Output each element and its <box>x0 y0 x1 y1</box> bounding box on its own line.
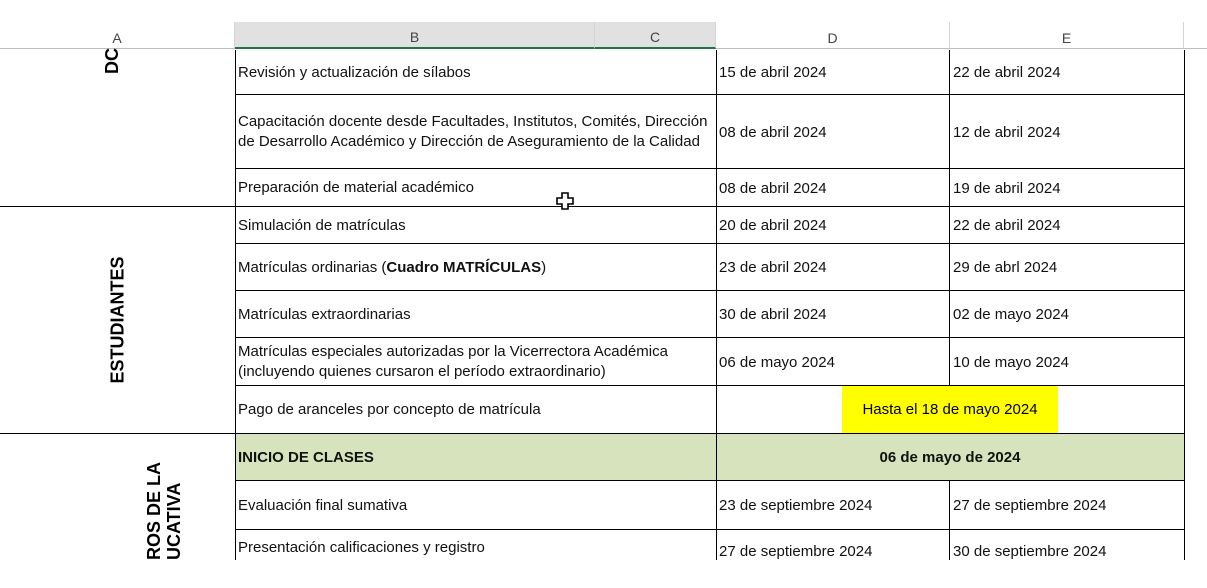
task-cell[interactable] <box>235 338 716 386</box>
task-cell[interactable] <box>235 481 716 530</box>
column-header-d[interactable] <box>716 22 950 49</box>
column-header-f[interactable] <box>1184 22 1207 49</box>
column-header-label: C <box>649 29 661 45</box>
task-text <box>238 258 546 278</box>
row-border <box>0 433 1184 434</box>
column-border <box>235 50 236 560</box>
ribbon-remnant <box>0 0 1207 22</box>
section-label-registros-text: ROS DE LA UCATIVA <box>144 462 184 560</box>
start-date-text: 23 de septiembre 2024 <box>719 497 873 514</box>
end-date-cell[interactable] <box>950 530 1184 560</box>
end-date-text: 27 de septiembre 2024 <box>953 497 1107 514</box>
start-date-text: 08 de abril 2024 <box>719 123 827 141</box>
row-border <box>235 243 1184 244</box>
task-text: Capacitación docente desde Facultades, Institutos, Comités, Dirección de Desarrollo Académico y Dirección de Aseguramiento de la Calidad <box>238 113 708 150</box>
task-cell[interactable] <box>235 244 716 291</box>
row-border <box>235 529 1184 530</box>
start-date-text: 27 de septiembre 2024 <box>719 543 873 560</box>
end-date-cell[interactable] <box>950 95 1184 169</box>
task-text: Matrículas extraordinarias <box>238 305 411 323</box>
task-cell[interactable] <box>235 207 716 244</box>
end-date-text: 22 de abril 2024 <box>953 217 1061 234</box>
row-border <box>0 206 1184 207</box>
end-date-text: 22 de abril 2024 <box>953 64 1061 81</box>
section-label-docentes: DC <box>102 48 122 74</box>
start-date-cell[interactable] <box>716 50 950 95</box>
bottom-strip <box>0 560 1207 588</box>
end-date-cell[interactable] <box>950 244 1184 291</box>
start-date-cell[interactable] <box>716 338 950 386</box>
task-cell[interactable] <box>235 169 716 207</box>
start-date-text: 15 de abril 2024 <box>719 64 827 81</box>
column-header-e[interactable] <box>950 22 1184 49</box>
task-text: Pago de aranceles por concepto de matrícula <box>238 401 541 418</box>
end-date-text: 02 de mayo 2024 <box>953 306 1069 323</box>
task-text: Evaluación final sumativa <box>238 496 408 514</box>
column-header-label: D <box>827 30 838 46</box>
start-date-text: 30 de abril 2024 <box>719 306 827 323</box>
column-border <box>716 50 717 560</box>
row-border <box>235 94 1184 95</box>
column-header-label: A <box>112 30 122 46</box>
column-header-label: B <box>409 29 420 45</box>
payment-deadline-text: Hasta el 18 de mayo 2024 <box>862 401 1038 418</box>
task-cell[interactable] <box>235 50 716 95</box>
start-date-cell[interactable] <box>716 244 950 291</box>
row-border <box>235 480 1184 481</box>
start-date-cell[interactable] <box>716 530 950 560</box>
column-header-b[interactable] <box>235 22 595 49</box>
start-date-cell[interactable] <box>716 95 950 169</box>
section-label-registros-clip <box>0 436 235 560</box>
section-label-registros <box>60 436 184 560</box>
row-border <box>235 290 1184 291</box>
end-date-text: 12 de abril 2024 <box>953 123 1061 141</box>
section-label-estudiantes: ESTUDIANTES <box>107 256 128 384</box>
row-border <box>235 385 1184 386</box>
task-cell[interactable] <box>235 530 716 560</box>
end-date-cell[interactable] <box>950 50 1184 95</box>
end-date-cell[interactable] <box>950 481 1184 530</box>
column-border <box>949 481 950 560</box>
start-date-text: 20 de abril 2024 <box>719 217 827 234</box>
class-start-date-text: 06 de mayo de 2024 <box>879 449 1021 466</box>
task-text: Simulación de matrículas <box>238 216 406 234</box>
task-text: Presentación calificaciones y registro <box>238 539 485 556</box>
end-date-text: 30 de septiembre 2024 <box>953 543 1107 560</box>
start-date-cell[interactable] <box>716 481 950 530</box>
column-header-label: E <box>1061 30 1072 46</box>
task-text: Revisión y actualización de sílabos <box>238 63 471 81</box>
task-cell-inicio[interactable] <box>235 434 716 481</box>
end-date-text: 19 de abril 2024 <box>953 179 1061 197</box>
task-text-bold: Cuadro MATRÍCULAS <box>386 258 542 276</box>
end-date-text: 29 de abrl 2024 <box>953 259 1058 276</box>
column-header-c[interactable] <box>595 22 716 49</box>
task-cell[interactable] <box>235 291 716 338</box>
row-border <box>235 337 1184 338</box>
end-date-text: 10 de mayo 2024 <box>953 353 1069 371</box>
start-date-text: 23 de abril 2024 <box>719 259 827 276</box>
start-date-cell[interactable] <box>716 207 950 244</box>
task-cell[interactable] <box>235 95 716 169</box>
column-border <box>949 50 950 386</box>
task-text: Preparación de material académico <box>238 179 474 196</box>
end-date-cell[interactable] <box>950 207 1184 244</box>
end-date-cell[interactable] <box>950 169 1184 207</box>
row-border <box>235 168 1184 169</box>
start-date-cell[interactable] <box>716 291 950 338</box>
task-text-suffix: ) <box>541 258 547 276</box>
payment-deadline-highlight <box>842 386 1058 433</box>
start-date-text: 06 de mayo 2024 <box>719 353 835 371</box>
task-text-prefix: Matrículas ordinarias ( <box>238 258 387 276</box>
start-date-cell[interactable] <box>716 169 950 207</box>
end-date-cell[interactable] <box>950 338 1184 386</box>
end-date-cell[interactable] <box>950 291 1184 338</box>
class-start-date-cell[interactable] <box>716 434 1184 481</box>
start-date-text: 08 de abril 2024 <box>719 179 827 197</box>
task-text: Matrículas especiales autorizadas por la Vicerrectora Académica (incluyendo quienes cursaron el período extraordinario) <box>238 343 668 380</box>
task-cell[interactable] <box>235 386 716 434</box>
move-cursor-icon <box>556 192 574 210</box>
column-border <box>1184 50 1185 560</box>
task-text: INICIO DE CLASES <box>238 448 374 466</box>
